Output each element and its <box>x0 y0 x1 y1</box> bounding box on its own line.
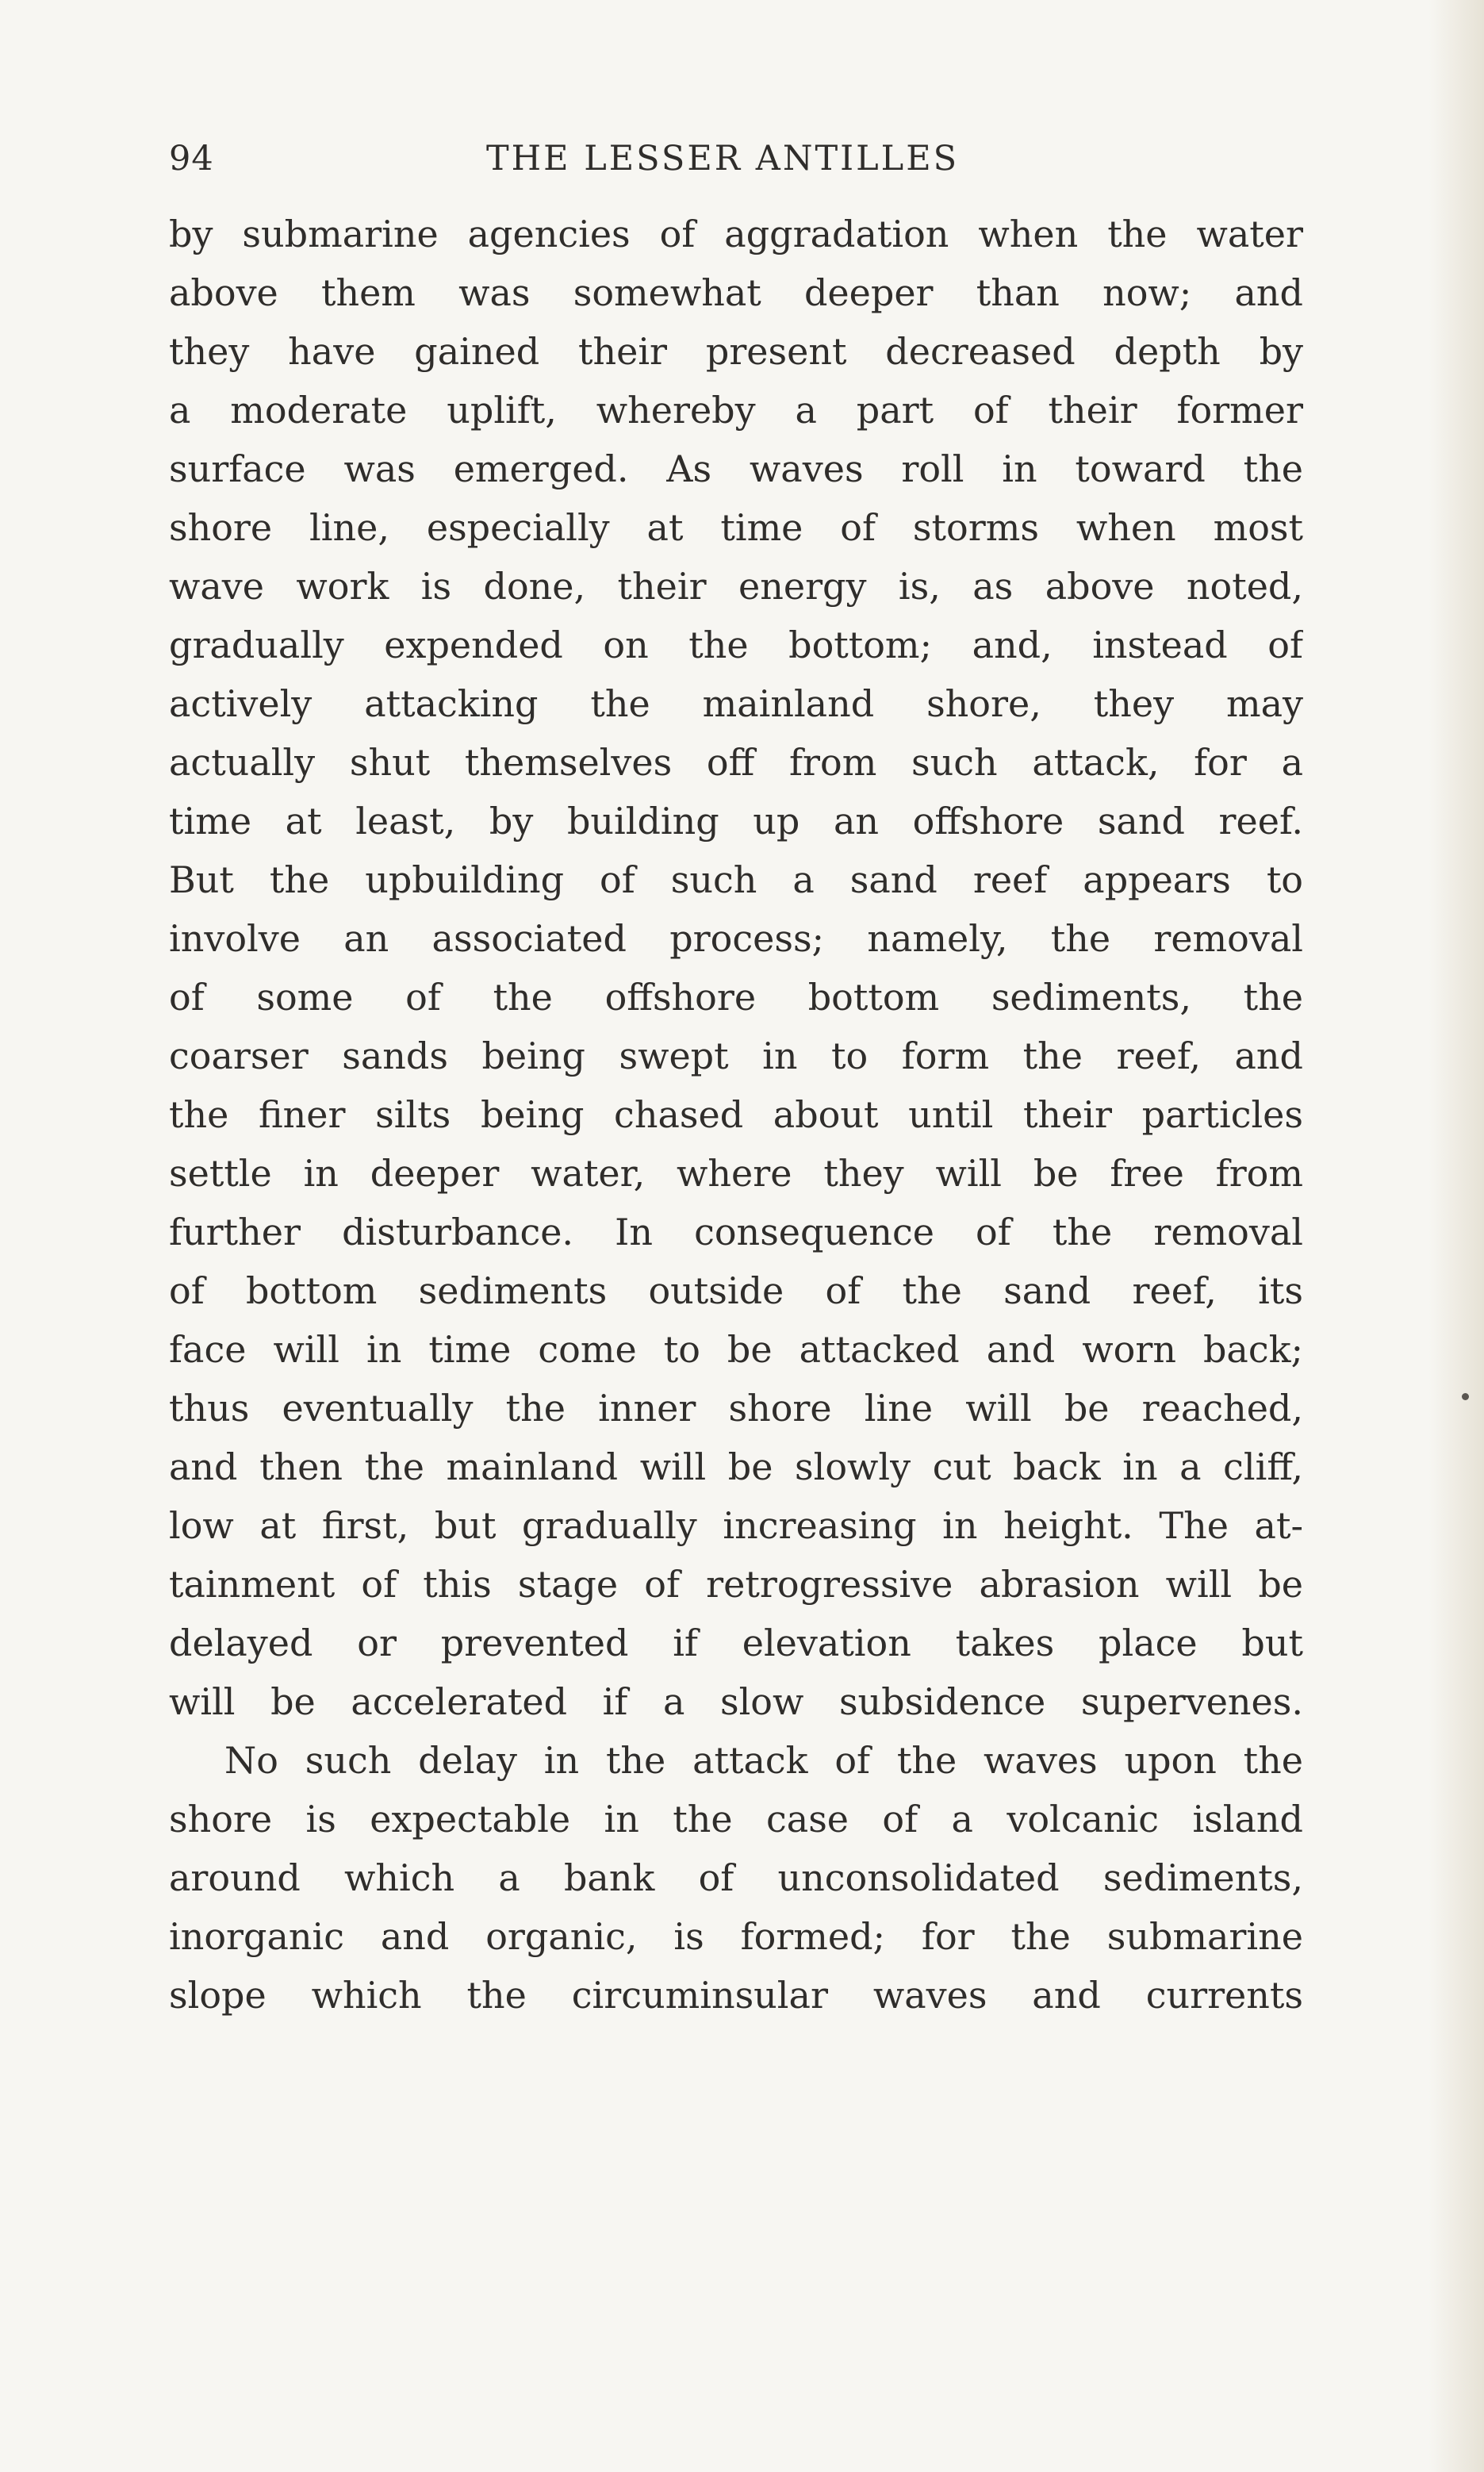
text-line: slope which the circuminsular waves and currents <box>169 1974 1303 2017</box>
text-line: shore is expectable in the case of a volcanic island <box>169 1798 1303 1841</box>
text-line: coarser sands being swept in to form the reef, and <box>169 1034 1303 1077</box>
text-line: surface was emerged. As waves roll in toward the <box>169 447 1303 490</box>
text-line: actively attacking the mainland shore, they may <box>169 682 1303 725</box>
paragraph-2 <box>169 1731 1303 2025</box>
text-line: involve an associated process; namely, the removal <box>169 917 1303 960</box>
text-line: time at least, by building up an offshore sand reef. <box>169 800 1303 843</box>
text-line: actually shut themselves off from such attack, for a <box>169 741 1303 784</box>
text-line: of bottom sediments outside of the sand reef, its <box>169 1269 1303 1312</box>
page-number: 94 <box>169 139 214 178</box>
text-line: gradually expended on the bottom; and, instead of <box>169 624 1303 666</box>
text-line: delayed or prevented if elevation takes place but <box>169 1622 1303 1664</box>
text-line: No such delay in the attack of the waves upon the <box>224 1739 1303 1782</box>
text-line: wave work is done, their energy is, as above noted, <box>169 565 1303 608</box>
text-line: by submarine agencies of aggradation when the water <box>169 213 1303 255</box>
text-line: face will in time come to be attacked and worn back; <box>169 1328 1303 1371</box>
text-line: a moderate uplift, whereby a part of their former <box>169 389 1303 432</box>
text-line: they have gained their present decreased depth by <box>169 330 1303 373</box>
text-line: above them was somewhat deeper than now; and <box>169 271 1303 314</box>
text-line: thus eventually the inner shore line will be reached, <box>169 1387 1303 1430</box>
ink-speck <box>1462 1393 1469 1400</box>
text-line: inorganic and organic, is formed; for the submarine <box>169 1915 1303 1958</box>
text-line: around which a bank of unconsolidated sediments, <box>169 1856 1303 1899</box>
text-line: But the upbuilding of such a sand reef appears to <box>169 858 1303 901</box>
text-line: the finer silts being chased about until their particles <box>169 1093 1303 1136</box>
text-line: settle in deeper water, where they will be free from <box>169 1152 1303 1195</box>
page-edge-shadow <box>1428 0 1484 2472</box>
body-text <box>169 205 1303 2025</box>
text-line: shore line, especially at time of storms when most <box>169 506 1303 549</box>
page-header <box>169 135 1303 182</box>
text-line: of some of the offshore bottom sediments, the <box>169 976 1303 1019</box>
running-head: THE LESSER ANTILLES <box>486 139 960 178</box>
paragraph-1 <box>169 205 1303 1731</box>
text-line: low at first, but gradually increasing in height. The at- <box>169 1504 1303 1547</box>
text-line: and then the mainland will be slowly cut back in a cliff, <box>169 1445 1303 1488</box>
text-line: will be accelerated if a slow subsidence supervenes. <box>169 1680 1303 1723</box>
text-line: further disturbance. In consequence of the removal <box>169 1211 1303 1253</box>
text-line: tainment of this stage of retrogressive abrasion will be <box>169 1563 1303 1606</box>
